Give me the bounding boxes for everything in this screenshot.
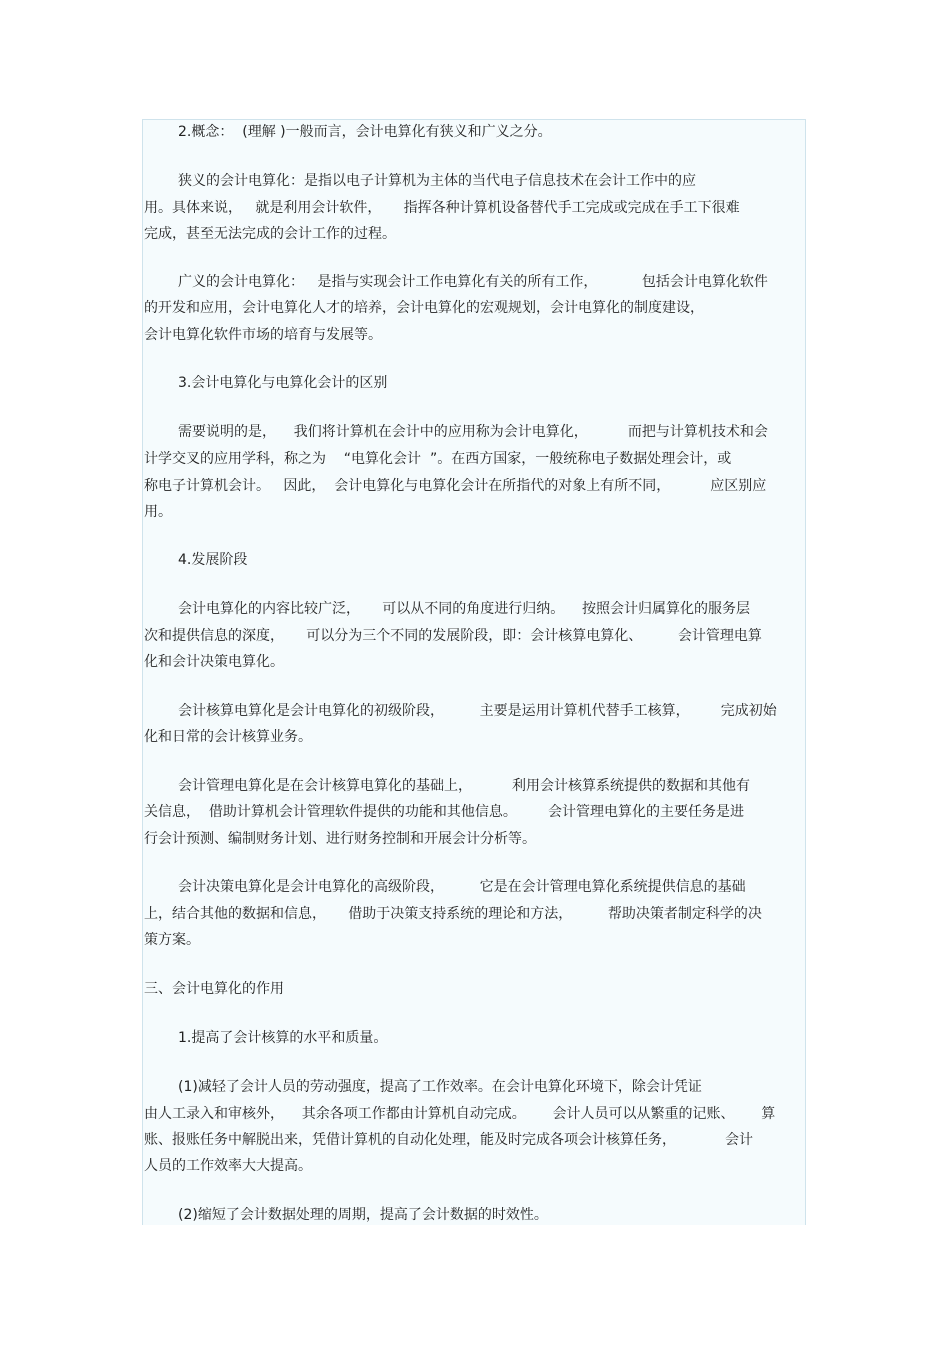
text-line: 次和提供信息的深度， 可以分为三个不同的发展阶段，即：会计核算电算化、 会计管理电算: [144, 628, 762, 644]
text-line: 会计决策电算化是会计电算化的高级阶段， 它是在会计管理电算化系统提供信息的基础: [178, 879, 746, 895]
text-line: 人员的工作效率大大提高。: [144, 1158, 312, 1174]
subsection-heading: 1.提高了会计核算的水平和质量。: [178, 1030, 388, 1046]
text-line: 用。: [144, 504, 172, 520]
text-line: 会计电算化软件市场的培育与发展等。: [144, 327, 382, 343]
section-heading: 3.会计电算化与电算化会计的区别: [178, 375, 388, 391]
text-line: 行会计预测、编制财务计划、进行财务控制和开展会计分析等。: [144, 831, 536, 847]
text-line: 的开发和应用，会计电算化人才的培养，会计电算化的宏观规划，会计电算化的制度建设，: [144, 300, 704, 316]
text-line: 化和日常的会计核算业务。: [144, 729, 312, 745]
text-line: 计学交叉的应用学科，称之为 “电算化会计 ”。在西方国家，一般统称电子数据处理会计，或: [144, 451, 732, 467]
text-line: 广义的会计电算化： 是指与实现会计工作电算化有关的所有工作， 包括会计电算化软件: [178, 274, 768, 290]
text-line: 账、报账任务中解脱出来，凭借计算机的自动化处理，能及时完成各项会计核算任务， 会计: [144, 1132, 753, 1148]
text-line: 2.概念： (理解 )一般而言，会计电算化有狭义和广义之分。: [178, 124, 552, 140]
text-line: (1)减轻了会计人员的劳动强度，提高了工作效率。在会计电算化环境下，除会计凭证: [178, 1079, 702, 1095]
text-line: 由人工录入和审核外， 其余各项工作都由计算机自动完成。 会计人员可以从繁重的记账、 算: [144, 1106, 776, 1122]
text-line: 关信息， 借助计算机会计管理软件提供的功能和其他信息。 会计管理电算化的主要任务是进: [144, 804, 745, 820]
text-line: 狭义的会计电算化：是指以电子计算机为主体的当代电子信息技术在会计工作中的应: [178, 173, 696, 189]
text-line: 会计管理电算化是在会计核算电算化的基础上， 利用会计核算系统提供的数据和其他有: [178, 778, 751, 794]
section-heading: 4.发展阶段: [178, 552, 248, 568]
text-line: 策方案。: [144, 932, 200, 948]
text-line: 用。具体来说， 就是利用会计软件， 指挥各种计算机设备替代手工完成或完成在手工下很难: [144, 200, 740, 216]
text-line: 上，结合其他的数据和信息， 借助于决策支持系统的理论和方法， 帮助决策者制定科学的决: [144, 906, 762, 922]
text-line: 会计核算电算化是会计电算化的初级阶段， 主要是运用计算机代替手工核算， 完成初始: [178, 703, 777, 719]
text-line: 称电子计算机会计。 因此， 会计电算化与电算化会计在所指代的对象上有所不同， 应区别应: [144, 478, 767, 494]
section-heading: 三、会计电算化的作用: [144, 981, 284, 997]
text-line: 化和会计决策电算化。: [144, 654, 284, 670]
text-line: 需要说明的是， 我们将计算机在会计中的应用称为会计电算化， 而把与计算机技术和会: [178, 424, 768, 440]
text-line: 完成，甚至无法完成的会计工作的过程。: [144, 226, 396, 242]
text-line: 会计电算化的内容比较广泛， 可以从不同的角度进行归纳。 按照会计归属算化的服务层: [178, 601, 751, 617]
text-line: (2)缩短了会计数据处理的周期，提高了会计数据的时效性。: [178, 1207, 548, 1223]
